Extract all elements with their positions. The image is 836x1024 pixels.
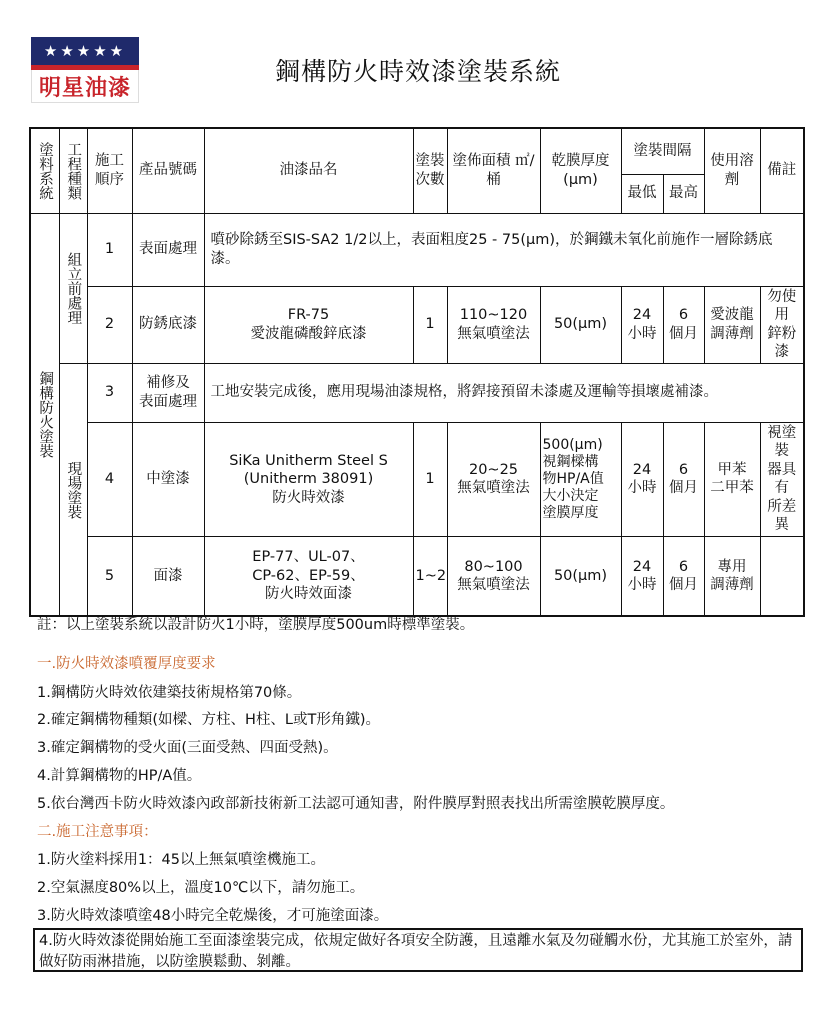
table-row: [30, 286, 804, 363]
thickness-cell: 50(μm): [540, 286, 621, 363]
header-coats: 塗裝次數: [413, 128, 447, 213]
max-cell: 6 個月: [663, 286, 704, 363]
table-footnote: 註：以上塗裝系統以設計防火1小時，塗膜厚度500um時標準塗裝。: [37, 617, 475, 633]
area-cell: 110~120 無氣噴塗法: [447, 286, 540, 363]
coats-cell: 1~2: [413, 536, 447, 616]
order-cell: 2: [87, 286, 132, 363]
code-cell: 補修及 表面處理: [132, 363, 204, 422]
remark-cell: 勿使用 鋅粉漆: [760, 286, 804, 363]
max-cell: 6 個月: [663, 536, 704, 616]
solvent-cell: 愛波龍 調薄劑: [704, 286, 760, 363]
header-thickness: 乾膜厚度 (μm): [540, 128, 621, 213]
header-min: 最低: [621, 174, 663, 213]
note-cell: 噴砂除銹至SIS-SA2 1/2以上，表面粗度25 - 75(μm)，於鋼鐵未氧化前施作一層除銹底漆。: [204, 213, 804, 286]
order-cell: 3: [87, 363, 132, 422]
logo-stars: ★★★★★: [31, 37, 139, 65]
order-cell: 4: [87, 422, 132, 536]
order-cell: 5: [87, 536, 132, 616]
min-cell: 24 小時: [621, 536, 663, 616]
name-cell: FR-75 愛波龍磷酸鋅底漆: [204, 286, 413, 363]
coats-cell: 1: [413, 422, 447, 536]
code-cell: 防銹底漆: [132, 286, 204, 363]
section1-heading: 一.防火時效漆噴覆厚度要求: [37, 656, 216, 672]
type-cell-pre: 組立前處理: [59, 213, 87, 363]
table-row: [30, 536, 804, 616]
paint-system-table: [29, 127, 805, 617]
header-order: 施工順序: [87, 128, 132, 213]
list-item: 3.確定鋼構物的受火面(三面受熱、四面受熱)。: [37, 740, 338, 756]
header-name: 油漆品名: [204, 128, 413, 213]
header-remark: 備註: [760, 128, 804, 213]
solvent-cell: 甲苯 二甲苯: [704, 422, 760, 536]
code-cell: 面漆: [132, 536, 204, 616]
code-cell: 表面處理: [132, 213, 204, 286]
name-cell: EP-77、UL-07、 CP-62、EP-59、 防火時效面漆: [204, 536, 413, 616]
page-title: 鋼構防火時效漆塗裝系統: [274, 57, 561, 86]
header-interval: 塗裝間隔: [621, 128, 704, 174]
area-cell: 80~100 無氣噴塗法: [447, 536, 540, 616]
remark-cell: 視塗裝 器具有 所差異: [760, 422, 804, 536]
list-item: 3.防火時效漆噴塗48小時完全乾燥後，才可施塗面漆。: [37, 908, 389, 924]
system-cell: 鋼構防火塗裝: [30, 213, 59, 616]
header-solvent: 使用溶劑: [704, 128, 760, 213]
type-cell-site: 現場塗裝: [59, 363, 87, 616]
solvent-cell: 專用 調薄劑: [704, 536, 760, 616]
table-row: [30, 422, 804, 536]
thickness-cell: 500(μm) 視鋼樑構 物HP/A值 大小決定 塗膜厚度: [540, 422, 621, 536]
header-area: 塗佈面積 ㎡/桶: [447, 128, 540, 213]
coats-cell: 1: [413, 286, 447, 363]
table-row: [30, 363, 804, 422]
min-cell: 24 小時: [621, 422, 663, 536]
list-item: 1.鋼構防火時效依建築技術規格第70條。: [37, 685, 302, 701]
warning-box: 4.防火時效漆從開始施工至面漆塗裝完成，依規定做好各項安全防護，且遠離水氣及勿碰觸水份，尤其施工於室外，請做好防雨淋措施，以防塗膜鬆動、剝離。: [33, 928, 803, 972]
section2-heading: 二.施工注意事項：: [37, 824, 158, 840]
list-item: 2.空氣濕度80%以上，溫度10℃以下，請勿施工。: [37, 880, 365, 896]
remark-cell: [760, 536, 804, 616]
list-item: 5.依台灣西卡防火時效漆內政部新技術新工法認可通知書，附件膜厚對照表找出所需塗膜乾膜厚度。: [37, 796, 675, 812]
header-type: 工程種類: [59, 128, 87, 213]
area-cell: 20~25 無氣噴塗法: [447, 422, 540, 536]
list-item: 2.確定鋼構物種類(如樑、方柱、H柱、L或T形角鐵)。: [37, 712, 380, 728]
list-item: 4.計算鋼構物的HP/A值。: [37, 768, 202, 784]
thickness-cell: 50(μm): [540, 536, 621, 616]
header-row: [30, 128, 804, 174]
list-item: 1.防火塗料採用1：45以上無氣噴塗機施工。: [37, 852, 326, 868]
order-cell: 1: [87, 213, 132, 286]
name-cell: SiKa Unitherm Steel S (Unitherm 38091) 防火時效漆: [204, 422, 413, 536]
note-cell: 工地安裝完成後，應用現場油漆規格，將銲接預留未漆處及運輸等損壞處補漆。: [204, 363, 804, 422]
min-cell: 24 小時: [621, 286, 663, 363]
header-system: 塗料系統: [30, 128, 59, 213]
logo-name: 明星油漆: [31, 70, 139, 103]
table-row: [30, 213, 804, 286]
header-code: 產品號碼: [132, 128, 204, 213]
code-cell: 中塗漆: [132, 422, 204, 536]
header-max: 最高: [663, 174, 704, 213]
max-cell: 6 個月: [663, 422, 704, 536]
